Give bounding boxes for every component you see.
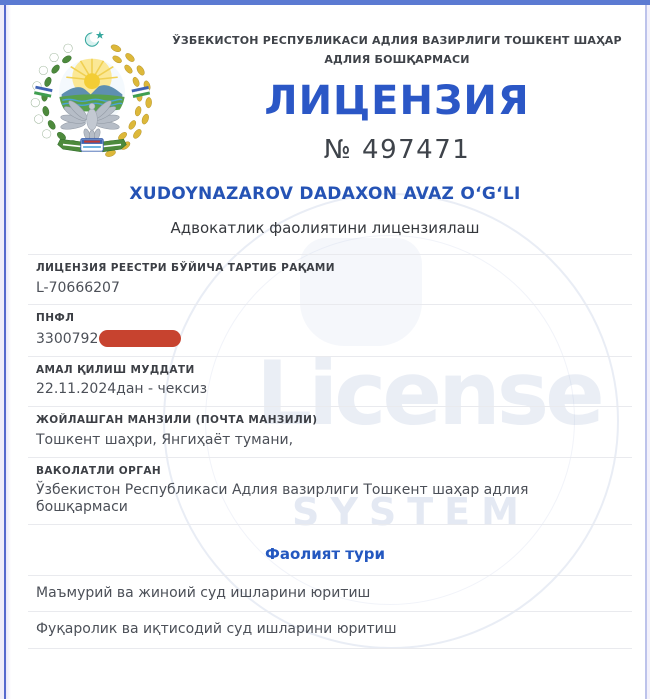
field-value: Ўзбекистон Республикаси Адлия вазирлиги Тошкент шаҳар адлия бошқармаси	[36, 482, 529, 515]
license-fields	[28, 254, 632, 525]
field-validity-period	[28, 356, 632, 406]
license-holder-name: XUDOYNAZAROV DADAXON AVAZ O‘G‘LI	[129, 184, 521, 204]
field-address	[28, 406, 632, 456]
field-value: L-70666207	[36, 279, 120, 296]
field-value: Тошкент шаҳри, Янгиҳаёт тумани,	[36, 431, 294, 448]
field-label: АМАЛ ҚИЛИШ МУДДАТИ	[36, 363, 195, 376]
field-label: ПНФЛ	[36, 312, 75, 325]
field-pinfl	[28, 304, 632, 355]
field-value	[36, 330, 624, 348]
licensed-activity: Адвокатлик фаолиятини лицензиялаш	[170, 219, 480, 238]
issuing-organization: ЎЗБЕКИСТОН РЕСПУБЛИКАСИ АДЛИЯ ВАЗИРЛИГИ ТОШКЕНТ ШАҲАР АДЛИЯ БОШҚАРМАСИ	[172, 34, 622, 66]
pinfl-visible-digits: 3300792	[36, 330, 99, 347]
uzbekistan-emblem-icon	[26, 26, 158, 176]
field-label: ЛИЦЕНЗИЯ РЕЕСТРИ БЎЙИЧА ТАРТИБ РАҚАМИ	[36, 262, 335, 274]
left-edge-soft	[6, 5, 11, 699]
activity-item: Маъмурий ва жиноий суд ишларини юритиш	[28, 575, 632, 612]
watermark-system-text: SYSTEM	[292, 490, 530, 534]
header-text-block	[158, 26, 636, 176]
activity-item: Фуқаролик ва иқтисодий суд ишларини юритиш	[28, 611, 632, 648]
field-label: ЖОЙЛАШГАН МАНЗИЛИ (ПОЧТА МАНЗИЛИ)	[36, 414, 318, 427]
activity-list	[28, 575, 632, 649]
document-title: ЛИЦЕНЗИЯ	[264, 78, 530, 125]
field-label: ВАКОЛАТЛИ ОРГАН	[36, 464, 162, 477]
field-value: 22.11.2024дан - чексиз	[36, 381, 208, 398]
document-header	[0, 0, 650, 176]
field-registry-number	[28, 254, 632, 304]
field-authorized-body	[28, 457, 632, 525]
watermark-license-text: License	[256, 342, 601, 445]
license-number: № 497471	[323, 135, 471, 166]
activity-type-heading: Фаолият тури	[264, 544, 386, 563]
redaction-pill	[99, 330, 181, 347]
top-border-bar	[0, 0, 650, 5]
